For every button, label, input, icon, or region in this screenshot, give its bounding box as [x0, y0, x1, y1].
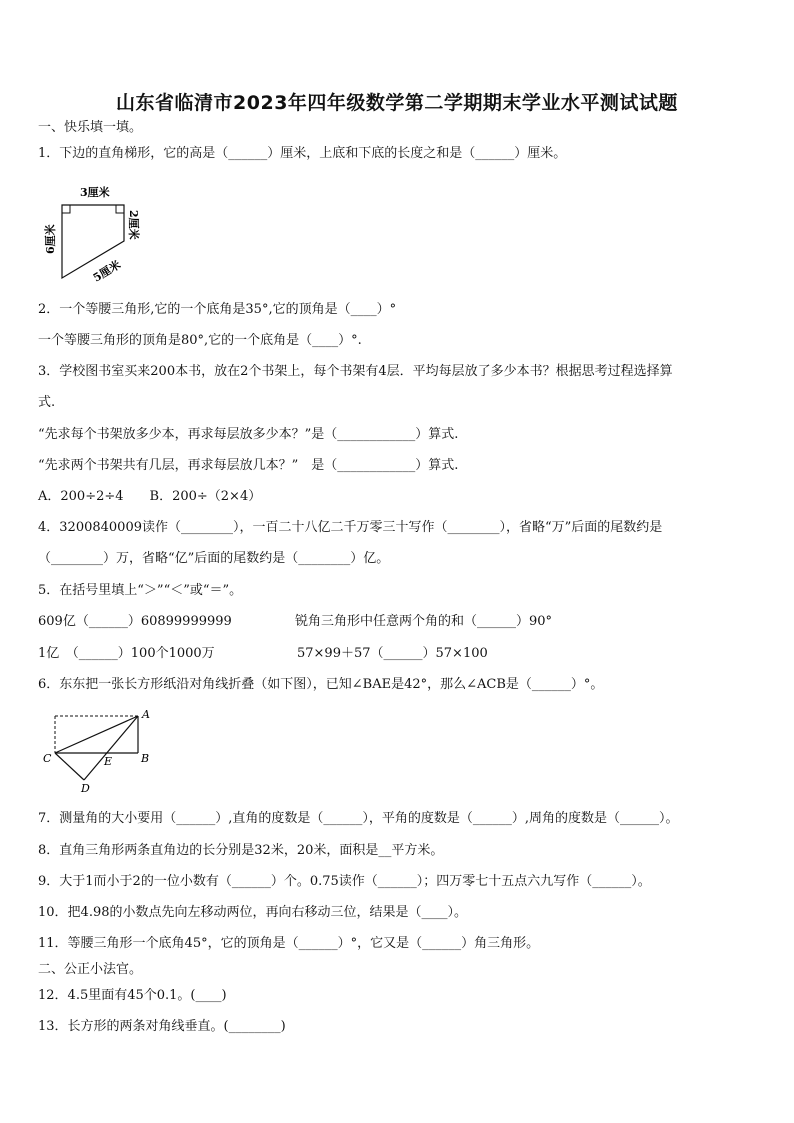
section-heading-true-false: 二、公正小法官。: [38, 962, 143, 977]
question-4-cont: （________）万，省略“亿”后面的尾数约是（________）亿。: [38, 551, 390, 566]
page-title: 山东省临清市2023年四年级数学第二学期期末学业水平测试试题: [116, 92, 678, 114]
point-d-label: D: [81, 782, 90, 795]
question-7: 7．测量角的大小要用（______）,直角的度数是（______），平角的度数是（______）,周角的度数是（______）。: [38, 811, 679, 826]
trapezoid-left-label: 6厘米: [44, 224, 57, 254]
question-2b: 一个等腰三角形的顶角是80°,它的一个底角是（____）°.: [38, 333, 362, 348]
question-1: 1．下边的直角梯形，它的高是（______）厘米，上底和下底的长度之和是（______）厘米。: [38, 146, 567, 161]
folded-rectangle-figure: [38, 706, 168, 796]
question-8: 8．直角三角形两条直角边的长分别是32米，20米，面积是__平方米。: [38, 843, 444, 858]
question-3-option-text-1: “先求每个书架放多少本，再求每层放多少本？”是（____________）算式.: [38, 427, 459, 442]
point-b-label: B: [141, 752, 150, 765]
point-e-label: E: [104, 755, 113, 768]
question-5-row-1-left: 609亿（______）60899999999: [38, 614, 232, 629]
question-5-row-2-right: 57×99＋57（______）57×100: [297, 646, 488, 661]
question-13: 13．长方形的两条对角线垂直。(________): [38, 1019, 286, 1034]
question-12: 12．4.5里面有45个0.1。(____): [38, 988, 227, 1003]
trapezoid-bottom-label: 5厘米: [90, 258, 123, 285]
question-5-row-1-right: 锐角三角形中任意两个角的和（______）90°: [295, 614, 553, 629]
question-3: 3．学校图书室买来200本书，放在2个书架上，每个书架有4层．平均每层放了多少本书？根据思考过程选择算: [38, 364, 673, 379]
point-c-label: C: [43, 752, 52, 765]
question-11: 11．等腰三角形一个底角45°，它的顶角是（______）°，它又是（______）角三角形。: [38, 936, 540, 951]
section-heading-fill-in: 一、快乐填一填。: [38, 120, 143, 135]
point-a-label: A: [142, 708, 150, 721]
question-10: 10．把4.98的小数点先向左移动两位，再向右移动三位，结果是（____）。: [38, 905, 467, 920]
question-3-cont: 式.: [38, 395, 56, 410]
trapezoid-top-label: 3厘米: [80, 186, 110, 199]
question-5: 5．在括号里填上“＞”“＜”或“＝”。: [38, 583, 243, 598]
question-6: 6．东东把一张长方形纸沿对角线折叠（如下图），已知∠BAE是42°，那么∠ACB是（______）°。: [38, 677, 604, 692]
question-2a: 2．一个等腰三角形,它的一个底角是35°,它的顶角是（____）°: [38, 302, 397, 317]
question-9: 9．大于1而小于2的一位小数有（______）个。0.75读作（______）；四万零七十五点六九写作（______）。: [38, 874, 651, 889]
question-3-choices: A．200÷2÷4 B．200÷（2×4）: [38, 489, 262, 504]
trapezoid-figure: [40, 178, 160, 288]
question-5-row-2-left: 1亿 （______）100个1000万: [38, 646, 215, 661]
question-3-option-text-2: “先求两个书架共有几层，再求每层放几本？” 是（____________）算式.: [38, 458, 459, 473]
trapezoid-right-label: 2厘米: [127, 210, 140, 240]
question-4: 4．3200840009读作（________），一百二十八亿二千万零三十写作（________），省略“万”后面的尾数约是: [38, 520, 663, 535]
